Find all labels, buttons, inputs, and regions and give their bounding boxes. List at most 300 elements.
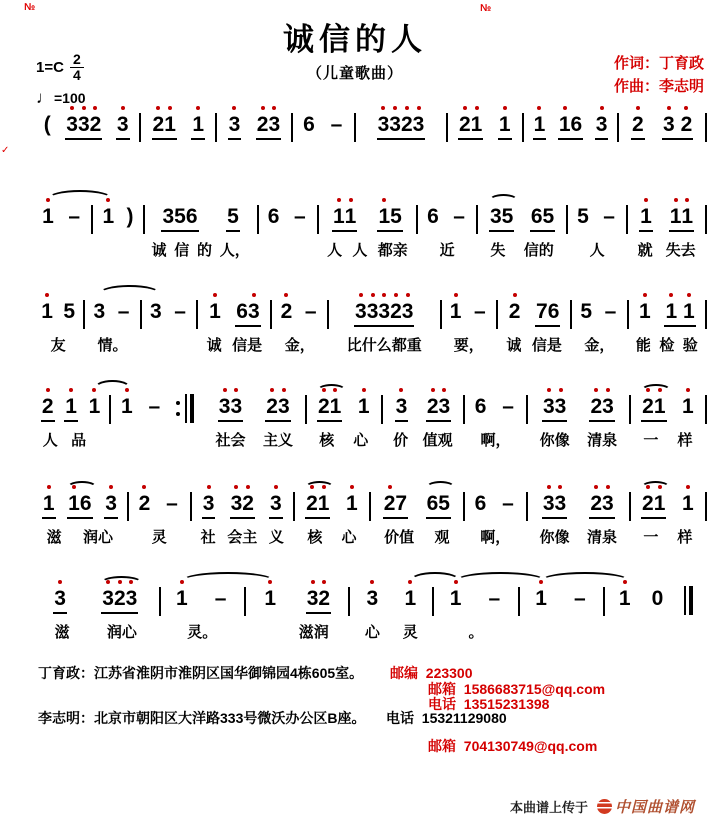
note <box>542 394 567 422</box>
note <box>317 394 342 422</box>
note <box>64 394 78 422</box>
note-with-octave-dot: 2 <box>390 300 402 323</box>
lyric-word: 金， <box>284 337 315 354</box>
note-with-octave-dot: 1 <box>120 395 133 418</box>
measure <box>307 394 381 450</box>
note-with-octave-dot: 1 <box>682 492 694 515</box>
lyric-row <box>298 526 366 547</box>
note-with-octave-dot: 3 <box>366 300 379 323</box>
note-with-octave-dot: 1 <box>65 395 77 418</box>
watermark-text: 本曲谱上传于 <box>510 800 589 815</box>
measure <box>528 491 629 547</box>
measure <box>465 491 526 547</box>
note-with-octave-dot: 2 <box>400 113 413 136</box>
note-with-octave-dot: 1 <box>88 395 101 418</box>
note <box>542 491 567 519</box>
lyric-row <box>144 147 212 167</box>
lyric-row <box>332 334 437 355</box>
measure <box>631 394 705 450</box>
measure <box>572 299 627 355</box>
lyric-word: 友 <box>50 337 66 354</box>
lyric-row <box>632 334 702 355</box>
note <box>175 586 189 612</box>
measure <box>33 491 127 547</box>
extension-dash: – <box>214 587 227 610</box>
lyric-word: 样 <box>677 432 693 449</box>
lyric-row <box>201 334 267 355</box>
music-line-1 <box>33 112 707 167</box>
note <box>101 204 115 230</box>
measure <box>198 299 270 355</box>
annotation-mark: № <box>24 2 36 13</box>
contact2-address: 李志明：北京市朝阳区大洋路333号微沃办公区B座。 <box>38 710 366 726</box>
note-with-octave-dot: 3 <box>230 395 243 418</box>
notes-row <box>523 586 601 617</box>
notes-row <box>220 112 288 143</box>
lyric-word: 信的 <box>523 242 554 259</box>
note-with-octave-dot: 1 <box>344 205 357 228</box>
note-with-octave-dot: 1 <box>175 587 188 610</box>
lyric-word: 验 <box>682 337 698 354</box>
note <box>498 112 512 140</box>
notes-row <box>622 112 702 143</box>
lyric-row <box>571 239 623 260</box>
note-with-octave-dot: 2 <box>256 113 269 136</box>
notes-row <box>88 299 137 330</box>
barline <box>705 395 707 424</box>
note <box>202 491 216 519</box>
measure <box>33 586 159 642</box>
measure-row <box>33 204 707 260</box>
note-with-octave-dot: 2 <box>680 113 693 136</box>
extension-dash: – <box>293 205 306 228</box>
note-with-octave-dot: 3 <box>202 492 215 515</box>
measure-row <box>33 394 707 450</box>
note: 6 <box>303 113 315 136</box>
note-with-octave-dot: 3 <box>66 113 78 136</box>
note: 7 6 <box>535 299 560 327</box>
note-with-octave-dot: 3 <box>228 113 241 136</box>
note-with-octave-dot: 3 <box>366 587 379 610</box>
lyric-word: 润心 <box>106 624 137 641</box>
measure-row <box>33 299 707 355</box>
note-with-octave-dot: 3 <box>438 395 451 418</box>
lyric-row <box>501 334 567 355</box>
note <box>269 491 283 519</box>
measure <box>111 394 204 449</box>
note: 3 <box>93 300 106 323</box>
note <box>65 112 102 140</box>
notes-row <box>527 112 615 143</box>
notes-row <box>632 299 702 330</box>
note-with-octave-dot: 1 <box>640 205 652 228</box>
lyric-row <box>88 334 137 355</box>
notes-row <box>201 299 267 330</box>
note <box>641 394 666 422</box>
note-with-octave-dot: 3 <box>355 300 367 323</box>
note <box>332 204 357 232</box>
lyric-word: 人 <box>42 432 58 449</box>
note <box>138 491 152 517</box>
note: 3 <box>149 300 162 323</box>
lyric-word: 心 <box>364 624 380 641</box>
note-with-octave-dot: 3 <box>378 300 391 323</box>
notes-row <box>114 394 201 425</box>
credits <box>614 52 704 98</box>
note-with-octave-dot: 1 <box>42 205 54 228</box>
note-with-octave-dot: 3 <box>395 395 408 418</box>
note <box>41 204 55 230</box>
lyric-row <box>353 621 429 642</box>
lyric-row <box>322 239 413 260</box>
notes-row <box>531 491 626 522</box>
note: 1 6 <box>558 112 583 140</box>
measure <box>161 586 245 642</box>
notes-row <box>96 204 139 235</box>
lyric-row <box>148 239 254 260</box>
note <box>256 112 281 140</box>
phrase-paren: ( <box>43 113 51 136</box>
repeat-sign <box>175 394 195 423</box>
note <box>449 586 463 612</box>
measure <box>319 204 416 260</box>
measure <box>434 586 518 642</box>
tempo-marking <box>36 88 86 108</box>
lyric-word: 金， <box>584 337 615 354</box>
note-with-octave-dot: 1 <box>665 300 678 323</box>
notes-row <box>36 112 136 143</box>
note <box>589 491 614 519</box>
extension-dash: – <box>166 492 178 515</box>
note <box>638 299 652 325</box>
notes-row <box>353 586 429 617</box>
lyric-word: 观 <box>434 529 450 546</box>
note-with-octave-dot: 2 <box>266 395 278 418</box>
lyric-word: 信是 <box>531 337 562 354</box>
lyric-row <box>634 429 702 450</box>
note-with-octave-dot: 2 <box>383 492 396 515</box>
note-with-octave-dot: 1 <box>317 492 330 515</box>
note-with-octave-dot: 1 <box>378 205 391 228</box>
note <box>403 586 417 612</box>
note-with-octave-dot: 1 <box>535 587 547 610</box>
lyric-row <box>531 429 626 450</box>
lyric-row <box>145 334 194 354</box>
note-with-octave-dot: 1 <box>682 395 694 418</box>
note <box>589 394 614 422</box>
measure <box>192 491 293 547</box>
note <box>280 299 294 325</box>
contact2-phone: 电话 15321129080 <box>386 710 507 726</box>
annotation-mark: ✓ <box>1 145 10 156</box>
notes-row <box>468 491 523 522</box>
note-with-octave-dot: 3 <box>542 395 555 418</box>
lyric-row <box>249 621 345 642</box>
note-with-octave-dot: 1 <box>653 395 666 418</box>
note-with-octave-dot: 3 <box>602 492 614 515</box>
note <box>42 491 56 519</box>
note-with-octave-dot: 1 <box>209 300 221 323</box>
note-with-octave-dot: 2 <box>631 113 644 136</box>
lyric-row <box>207 429 302 450</box>
qupu-logo-icon <box>597 799 612 814</box>
note-with-octave-dot: 3 <box>277 395 290 418</box>
measure <box>329 299 440 355</box>
measure <box>85 299 140 355</box>
note <box>208 299 222 325</box>
lyric-row <box>36 147 136 167</box>
note-with-octave-dot: 1 <box>449 587 462 610</box>
note-with-octave-dot: 2 <box>113 587 126 610</box>
notes-row <box>36 491 124 522</box>
note <box>306 586 331 614</box>
measure <box>129 491 190 547</box>
note <box>395 394 409 422</box>
notes-row <box>145 299 194 330</box>
measure <box>605 586 707 641</box>
note: 3 5 <box>489 204 514 232</box>
measure <box>141 112 215 167</box>
extension-dash: – <box>473 300 486 323</box>
lyric-row <box>527 147 615 167</box>
lyric-row <box>468 429 523 450</box>
quarter-note-icon: ♩ <box>36 88 53 107</box>
notes-row <box>631 204 702 235</box>
lyric-word: 能 <box>635 337 651 354</box>
note-with-octave-dot: 1 <box>264 587 277 610</box>
note <box>345 491 359 517</box>
measure <box>33 299 83 355</box>
lyric-word: 失 <box>490 242 506 259</box>
note <box>354 299 414 327</box>
notes-row <box>451 112 519 143</box>
measure <box>33 112 139 167</box>
lyric-word: 人 <box>327 242 343 259</box>
note: 5 <box>577 205 589 228</box>
lyric-row <box>421 239 473 260</box>
lyric-word: 清泉 <box>586 529 617 546</box>
measure <box>295 491 369 547</box>
note: 6 <box>474 492 487 515</box>
lyric-row <box>386 429 460 450</box>
note-with-octave-dot: 1 <box>329 395 342 418</box>
note-with-octave-dot: 3 <box>268 113 281 136</box>
notes-row <box>164 586 242 617</box>
lyric-row <box>634 526 702 547</box>
note-with-octave-dot: 2 <box>458 113 471 136</box>
note-with-octave-dot: 2 <box>242 492 254 515</box>
notes-row <box>437 586 515 617</box>
music-line-4 <box>33 394 707 450</box>
note: 2 7 <box>383 491 408 519</box>
note <box>152 112 177 140</box>
measure <box>350 586 432 642</box>
key-tempo-block <box>36 52 86 108</box>
measure <box>33 394 109 450</box>
note: 1 6 <box>67 491 92 519</box>
notes-row <box>531 394 626 425</box>
note <box>426 394 451 422</box>
note-with-octave-dot: 3 <box>542 492 555 515</box>
measure <box>631 491 705 547</box>
note <box>40 299 54 325</box>
note-with-octave-dot: 2 <box>426 395 439 418</box>
note-with-octave-dot: 1 <box>639 300 651 323</box>
note-with-octave-dot: 1 <box>41 300 53 323</box>
note <box>305 491 330 519</box>
note <box>449 299 463 325</box>
contact1-email: 邮箱 1586683715@qq.com <box>428 681 606 697</box>
extension-dash: – <box>603 205 615 228</box>
lyric-row <box>275 334 324 355</box>
notes-row <box>575 299 624 330</box>
note-with-octave-dot: 3 <box>306 587 319 610</box>
notes-row <box>421 204 473 235</box>
lyric-word: 滋 <box>46 529 62 546</box>
note: 5 <box>63 300 75 323</box>
note-with-octave-dot: 2 <box>590 492 602 515</box>
note-with-octave-dot: 3 <box>389 113 401 136</box>
note <box>357 394 371 420</box>
lyric-row <box>622 147 702 167</box>
note <box>377 112 426 140</box>
measure <box>418 204 476 260</box>
contact2-email: 邮箱 704130749@qq.com <box>428 738 598 754</box>
notes-row <box>36 586 156 617</box>
note-with-octave-dot: 3 <box>77 113 90 136</box>
lyric-word: 核 <box>307 529 323 546</box>
phrase-paren: ) <box>126 205 134 228</box>
note-with-octave-dot: 2 <box>152 113 165 136</box>
measure <box>246 586 348 642</box>
measure <box>628 204 705 260</box>
note <box>458 112 483 140</box>
note <box>664 299 695 327</box>
extension-dash: – <box>453 205 465 228</box>
measure <box>478 204 566 260</box>
song-title: 诚信的人 <box>283 22 427 57</box>
note <box>366 586 380 612</box>
note: 6 3 <box>235 299 260 327</box>
note: 6 5 <box>530 204 555 232</box>
note <box>669 204 694 232</box>
note-with-octave-dot: 1 <box>192 113 205 136</box>
note-with-octave-dot: 2 <box>138 492 151 515</box>
notes-row <box>148 204 254 235</box>
note-with-octave-dot: 1 <box>346 492 358 515</box>
measure <box>528 394 629 450</box>
note-with-octave-dot: 1 <box>681 205 694 228</box>
barline <box>705 205 707 234</box>
lyric-row <box>114 429 201 449</box>
note-with-octave-dot: 3 <box>270 492 282 515</box>
lyric-row <box>132 526 187 547</box>
extension-dash: – <box>304 300 317 323</box>
contact1-address: 丁育政：江苏省淮阴市淮阴区国华御锦园4栋605室。 <box>38 665 364 681</box>
lyric-word: 社 <box>200 529 216 546</box>
lyric-word: 信 <box>174 242 190 259</box>
note-with-octave-dot: 2 <box>508 300 521 323</box>
barline <box>705 113 707 142</box>
lyric-word: 比什么都重 <box>346 337 422 354</box>
note <box>41 394 55 422</box>
notes-row <box>132 491 187 522</box>
lyric-word: 社会 <box>215 432 246 449</box>
lyric-word: 啊， <box>480 432 511 449</box>
note-with-octave-dot: 3 <box>554 395 567 418</box>
lyric-word: 失去 <box>665 242 696 259</box>
note-with-octave-dot: 1 <box>669 205 682 228</box>
watermark <box>510 796 695 817</box>
lyric-word: 诚 <box>151 242 167 259</box>
lyric-word: 你像 <box>539 529 570 546</box>
note <box>228 112 242 140</box>
extension-dash: – <box>502 395 514 418</box>
measure <box>524 112 618 167</box>
note <box>641 491 666 519</box>
lyric-word: 检 <box>659 337 675 354</box>
lyric-row <box>437 621 515 642</box>
lyric-row <box>262 239 314 259</box>
note: 0 <box>651 587 664 610</box>
lyric-word: 都亲 <box>377 242 408 259</box>
note: 3 5 6 <box>161 204 198 232</box>
note-with-octave-dot: 2 <box>590 395 603 418</box>
measure <box>272 299 327 355</box>
note-with-octave-dot: 2 <box>306 492 318 515</box>
note <box>533 112 547 140</box>
lyric-word: 滋 <box>54 624 70 641</box>
notes-row <box>310 394 378 425</box>
measure <box>383 394 463 450</box>
note-with-octave-dot: 1 <box>470 113 483 136</box>
measure <box>293 112 354 167</box>
note-with-octave-dot: 1 <box>332 205 345 228</box>
measure <box>448 112 522 167</box>
notes-row <box>359 112 443 143</box>
lyric-word: 灵。 <box>187 624 218 641</box>
watermark-sitename: 中国曲谱网 <box>615 799 696 816</box>
lyric-row <box>359 147 443 167</box>
note-with-octave-dot: 3 <box>218 395 231 418</box>
notes-row <box>36 394 106 425</box>
contact1-zipcode: 邮编 223300 <box>390 665 473 681</box>
notes-row <box>634 394 702 425</box>
note-with-octave-dot: 1 <box>102 205 115 228</box>
key-label: 1=C <box>36 59 64 76</box>
measure-row <box>33 112 707 167</box>
note-with-octave-dot: 3 <box>247 300 260 323</box>
lyric-word: 。 <box>468 624 484 641</box>
time-signature <box>70 52 84 83</box>
note <box>595 112 609 140</box>
note-with-octave-dot: 2 <box>280 300 293 323</box>
lyric-word: 啊， <box>480 529 511 546</box>
lyric-row <box>374 526 460 547</box>
note <box>230 491 255 519</box>
extension-dash: – <box>68 205 80 228</box>
note-with-octave-dot: 1 <box>42 492 55 515</box>
lyric-row <box>523 621 601 641</box>
lyric-row <box>164 621 242 642</box>
extension-dash: – <box>117 300 130 323</box>
lyric-row <box>631 239 702 260</box>
lyric-row <box>575 334 624 355</box>
key-signature <box>36 52 86 83</box>
note: 6 5 <box>426 491 451 519</box>
notes-row <box>249 586 345 617</box>
lyric-row <box>481 239 563 260</box>
